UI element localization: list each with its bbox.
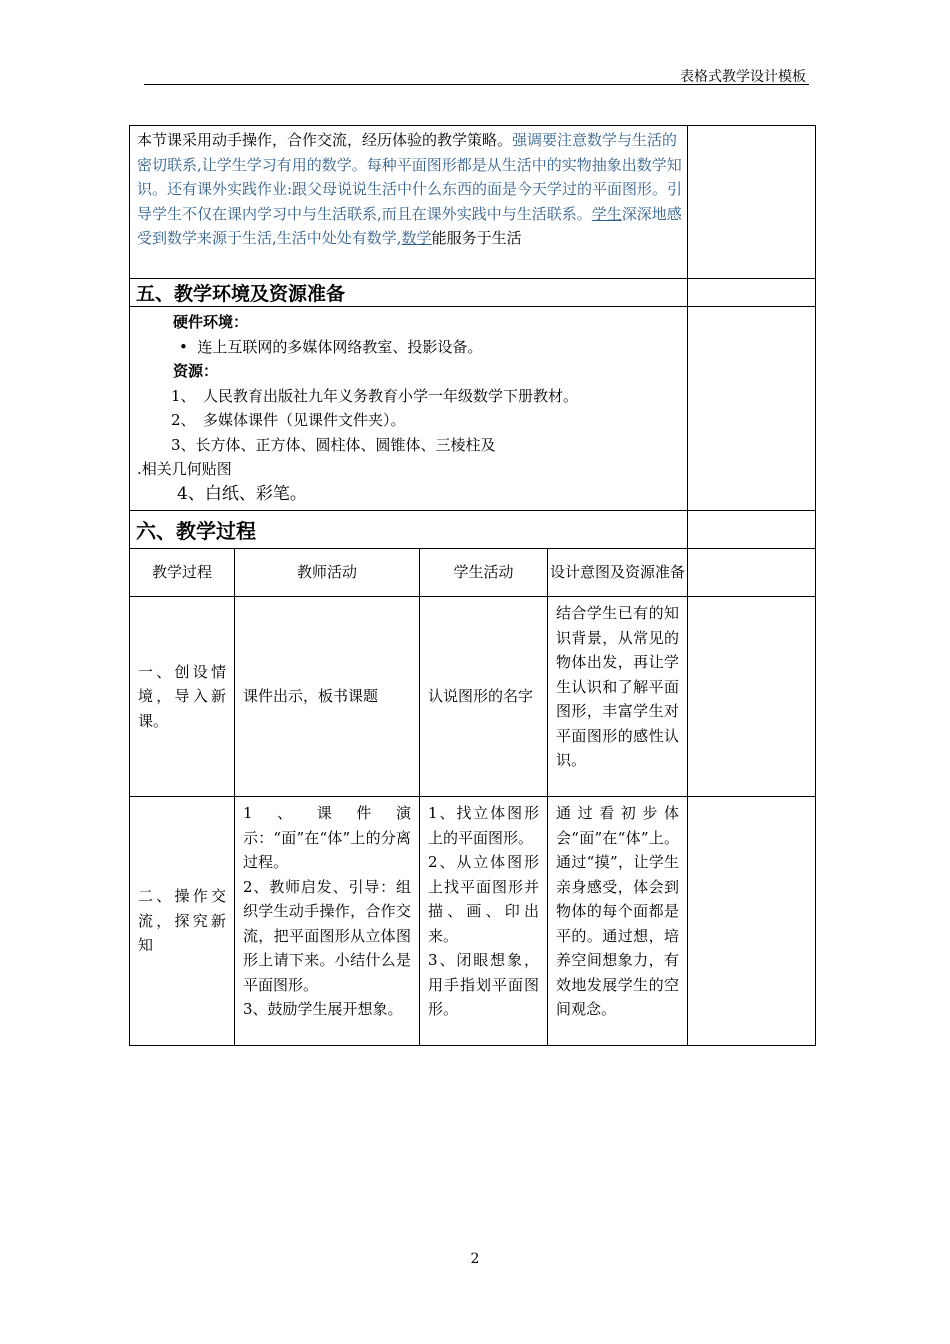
teacher-step: 2、教师启发、引导：组织学生动手操作，合作交流，把平面图形从立体图形上请下来。小结什么是平面图形。: [243, 877, 411, 994]
side-cell: [688, 126, 816, 279]
strategy-text-1: 本节课采用动手操作，合作交流，经历体验的教学策略。: [137, 131, 513, 149]
resource-item: 3、长方体、正方体、圆柱体、圆锥体、三棱柱及: [171, 435, 496, 454]
student-step: 2、从立体图形上找平面图形并描、画、印出来。: [428, 853, 539, 945]
strategy-text-4: 能服务于生活: [431, 229, 522, 247]
section6-title: 六、教学过程: [130, 511, 688, 549]
strategy-link-student[interactable]: 学生: [591, 204, 622, 223]
intent-cell: 结合学生已有的知识背景，从常见的物体出发，再让学生认识和了解平面图形，丰富学生对平面图形的感性认识。: [548, 597, 688, 797]
side-cell: [688, 307, 816, 511]
section5-header-row: [130, 279, 816, 307]
teacher-activity-cell: [235, 797, 420, 1046]
resource-label: 资源：: [173, 362, 219, 380]
column-header-teacher: 教师活动: [235, 549, 420, 597]
strategy-row: [130, 126, 816, 279]
strategy-text-3: 深深地感受到数学来源于生活,生活中处处有数学,: [137, 204, 682, 247]
lesson-plan-table: [129, 125, 816, 1046]
strategy-link-math[interactable]: 数学: [401, 229, 432, 247]
process-column-header-row: [130, 549, 816, 597]
side-cell: [688, 549, 816, 597]
teacher-step: 3、鼓励学生展开想象。: [243, 1000, 403, 1018]
side-cell: [688, 797, 816, 1046]
teacher-step: 1、课件演示：“面”在“体”上的分离过程。: [243, 804, 411, 871]
table-row: [130, 797, 816, 1046]
page-number: 2: [470, 1251, 480, 1267]
side-cell: [688, 597, 816, 797]
student-step: 1、找立体图形上的平面图形。: [428, 804, 539, 847]
section5-title: 五、教学环境及资源准备: [130, 279, 688, 307]
strategy-text-2: 强调要注意数学与生活的密切联系,让学生学习有用的数学。每种平面图形都是从生活中的实物抽象出数学知识。还有课外实践作业:跟父母说说生活中什么东西的面是今天学过的平面图形。引导学生不仅在课内学习中与生活联系,而且在课外实践中与生活联系。: [137, 131, 683, 223]
section6-header-row: [130, 511, 816, 549]
bullet-icon: •: [179, 337, 188, 356]
stage-cell: 二、操作交流，探究新知: [130, 797, 235, 1046]
resource-item: .相关几何贴图: [137, 460, 232, 478]
intent-cell: 通过看初步体会“面”在“体”上。通过“摸”，让学生亲身感受，体会到物体的每个面都是平的。通过想，培养空间想象力，有效地发展学生的空间观念。: [548, 797, 688, 1046]
table-row: [130, 597, 816, 797]
resource-item: 1、 人民教育出版社九年义务教育小学一年级数学下册教材。: [171, 386, 579, 405]
student-activity-cell: [420, 797, 548, 1046]
column-header-student: 学生活动: [420, 549, 548, 597]
teacher-activity-cell: 课件出示，板书课题: [235, 597, 420, 797]
column-header-intent: 设计意图及资源准备: [548, 549, 688, 597]
side-cell: [688, 279, 816, 307]
section5-content-row: [130, 307, 816, 511]
stage-cell: 一、创设情境，导入新课。: [130, 597, 235, 797]
header-title: 表格式教学设计模板: [680, 69, 806, 85]
strategy-cell: [130, 126, 688, 279]
resource-item: 2、 多媒体课件（见课件文件夹）。: [171, 411, 406, 429]
side-cell: [688, 511, 816, 549]
resource-item: 4、白纸、彩笔。: [177, 483, 307, 504]
hardware-label: 硬件环境：: [173, 313, 249, 331]
student-step: 3、闭眼想象，用手指划平面图形。: [428, 951, 539, 1018]
header-rule: [144, 84, 809, 85]
hardware-item: • 连上互联网的多媒体网络教室、投影设备。: [179, 337, 483, 356]
student-activity-cell: 认说图形的名字: [420, 597, 548, 797]
environment-cell: [130, 307, 688, 511]
column-header-stage: 教学过程: [130, 549, 235, 597]
